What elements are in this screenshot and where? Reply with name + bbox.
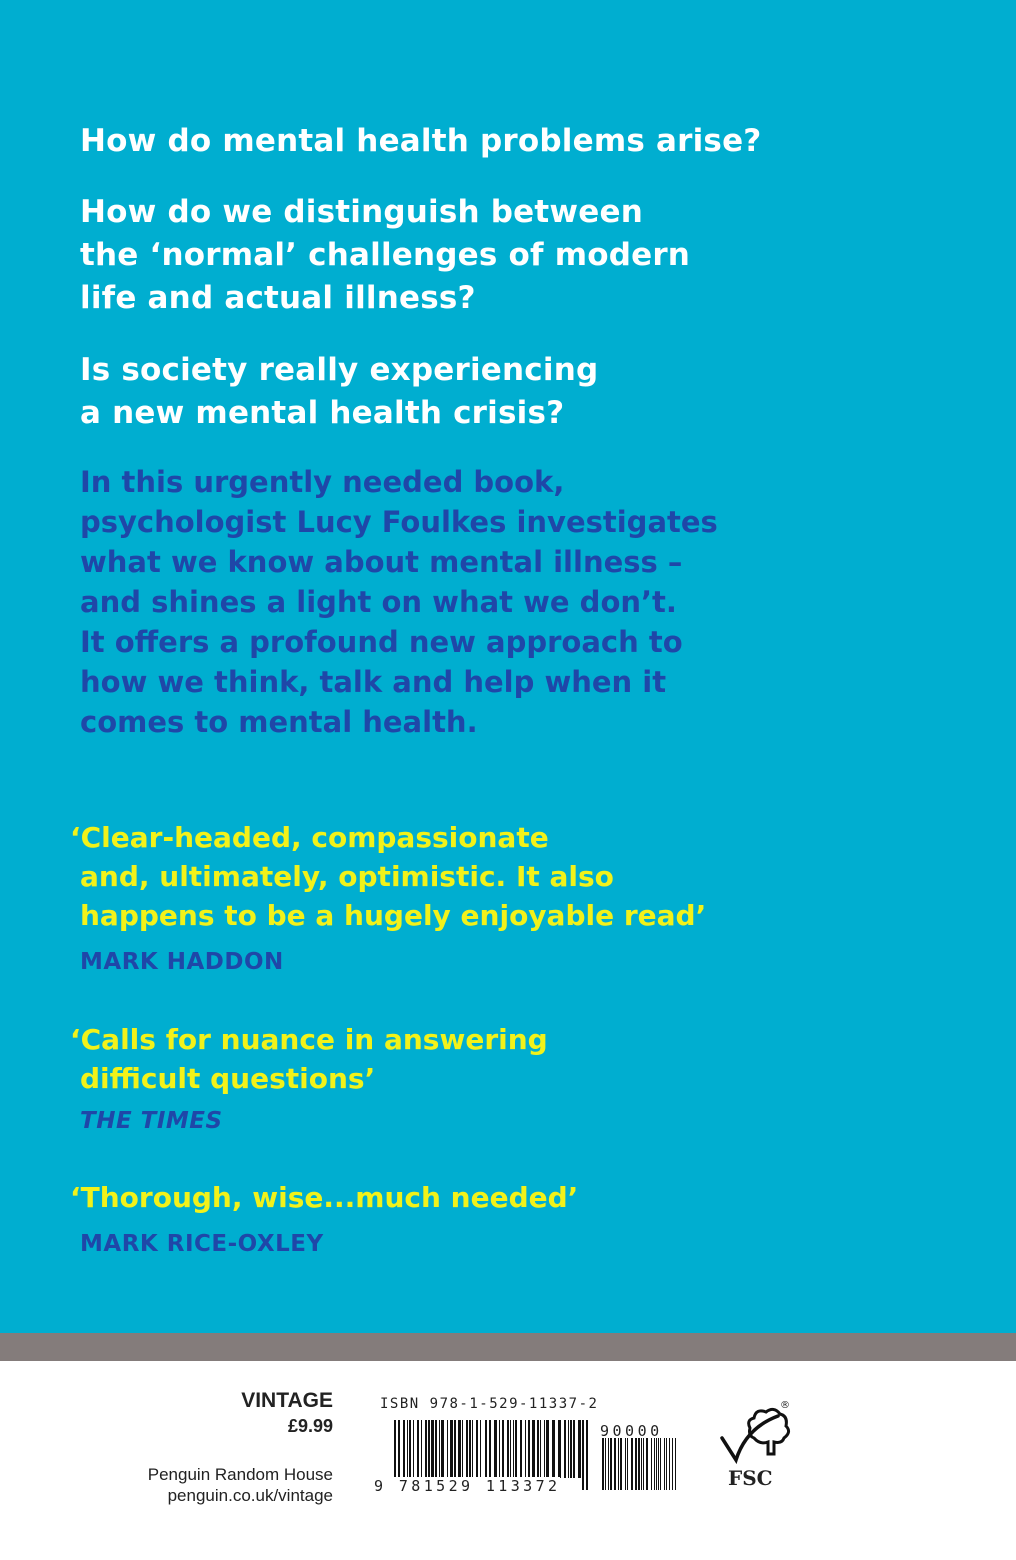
question-line: a new mental health crisis? bbox=[80, 395, 565, 431]
footer-divider-bar bbox=[0, 1333, 1016, 1361]
quote-line: difficult questions’ bbox=[80, 1062, 376, 1095]
blurb-line: what we know about mental illness – bbox=[80, 545, 683, 579]
quote-line: ‘Calls for nuance in answering bbox=[70, 1023, 548, 1056]
quote-attribution-2: THE TIMES bbox=[80, 1108, 223, 1134]
blurb-line: and shines a light on what we don’t. bbox=[80, 585, 677, 619]
book-blurb bbox=[80, 462, 718, 742]
publisher-name: Penguin Random House bbox=[147, 1465, 333, 1484]
imprint-block bbox=[147, 1388, 333, 1505]
blurb-line: psychologist Lucy Foulkes investigates bbox=[80, 505, 718, 539]
quote-line: happens to be a hugely enjoyable read’ bbox=[80, 899, 707, 932]
review-quote-3 bbox=[70, 1178, 578, 1217]
blurb-line: comes to mental health. bbox=[80, 705, 478, 739]
blurb-line: It offers a profound new approach to bbox=[80, 625, 683, 659]
question-line: the ‘normal’ challenges of modern bbox=[80, 237, 691, 273]
question-1 bbox=[80, 120, 761, 163]
registered-mark: ® bbox=[780, 1400, 790, 1411]
question-2 bbox=[80, 191, 690, 320]
fsc-label: FSC bbox=[728, 1466, 773, 1490]
isbn-label: ISBN 978-1-529-11337-2 bbox=[380, 1396, 599, 1412]
quote-attribution-1: MARK HADDON bbox=[80, 949, 284, 975]
barcode-number: 9 781529 113372 bbox=[374, 1477, 561, 1495]
quote-attribution-3: MARK RICE-OXLEY bbox=[80, 1231, 324, 1257]
quote-line: ‘Thorough, wise...much needed’ bbox=[70, 1181, 579, 1214]
imprint-name: VINTAGE bbox=[241, 1389, 333, 1412]
question-line: Is society really experiencing bbox=[80, 352, 599, 388]
review-quote-1 bbox=[70, 818, 706, 935]
blurb-line: how we think, talk and help when it bbox=[80, 665, 667, 699]
question-3 bbox=[80, 349, 598, 435]
question-line: How do we distinguish between bbox=[80, 194, 643, 230]
barcode-addon-number: 90000 bbox=[600, 1422, 663, 1440]
review-quote-2 bbox=[70, 1020, 548, 1098]
publisher-block bbox=[148, 1464, 333, 1506]
question-line: life and actual illness? bbox=[80, 280, 476, 316]
price: £9.99 bbox=[287, 1416, 333, 1436]
quote-line: ‘Clear-headed, compassionate bbox=[70, 821, 549, 854]
blurb-line: In this urgently needed book, bbox=[80, 465, 565, 499]
question-line: How do mental health problems arise? bbox=[80, 123, 762, 159]
quote-line: and, ultimately, optimistic. It also bbox=[80, 860, 614, 893]
publisher-url: penguin.co.uk/vintage bbox=[167, 1486, 333, 1505]
